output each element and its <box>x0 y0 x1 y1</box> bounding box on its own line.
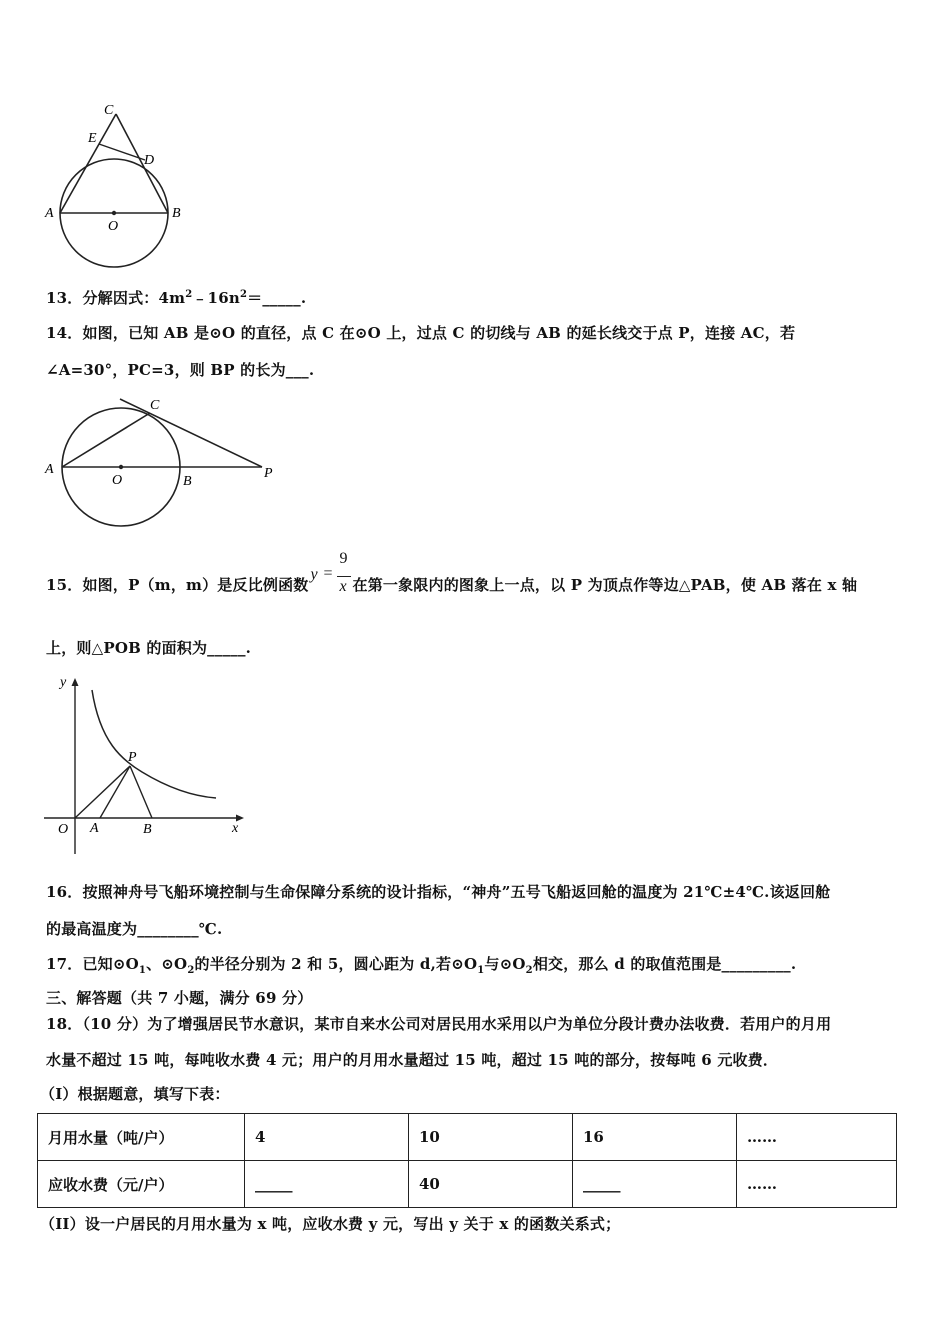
question-16-line1: 16．按照神舟号飞船环境控制与生命保障分系统的设计指标，“神舟”五号飞船返回舱的温度为 21℃±4℃.该返回舱 <box>46 883 831 901</box>
segment-op <box>75 766 130 818</box>
label-y: y <box>60 675 67 690</box>
formula-9-over-x: y = 9 x <box>309 566 353 606</box>
question-14-line1: 14．如图，已知 AB 是⊙O 的直径，点 C 在⊙O 上，过点 C 的切线与 AB 的延长线交于点 P，连接 AC，若 <box>46 324 796 342</box>
table-cell: 40 <box>409 1161 573 1208</box>
label-p: P <box>128 750 137 765</box>
question-18-line1: 18．（10 分）为了增强居民节水意识，某市自来水公司对居民用水采用以户为单位分段计费办法收费．若用户的月用 <box>46 1015 832 1033</box>
center-dot <box>112 211 116 215</box>
fee-table <box>37 1113 897 1208</box>
table-cell: 10 <box>409 1114 573 1161</box>
center-dot <box>119 465 123 469</box>
tangent-cp <box>120 399 262 467</box>
table-row <box>38 1114 897 1161</box>
label-b: B <box>172 206 181 221</box>
side-ac <box>60 114 116 213</box>
label-b: B <box>183 474 192 489</box>
label-a: A <box>45 462 54 477</box>
table-cell: 4 <box>245 1114 409 1161</box>
label-e: E <box>88 131 97 146</box>
y-axis-arrow <box>72 678 79 686</box>
label-x: x <box>232 821 239 836</box>
label-a: A <box>90 821 99 836</box>
segment-ed <box>99 144 145 160</box>
figure-q14 <box>40 392 290 537</box>
table-cell: 月用水量（吨/户） <box>38 1114 245 1161</box>
segment-pb <box>130 766 152 818</box>
question-18-part1: （I）根据题意，填写下表： <box>40 1085 230 1103</box>
question-13: 13．分解因式：$4m^2﹣16n^2=\_\_\_\_\_$. <box>46 289 307 307</box>
question-14-line2: ∠A=30°，PC=3，则 BP 的长为___. <box>46 361 315 379</box>
table-cell: _____ <box>245 1161 409 1208</box>
section-3-heading: 三、解答题（共 7 小题，满分 69 分） <box>46 989 313 1007</box>
figure-q12 <box>40 98 200 278</box>
table-cell: _____ <box>573 1161 737 1208</box>
question-15-line2: 上，则△POB 的面积为_____. <box>46 639 252 657</box>
label-a: A <box>45 206 54 221</box>
hyperbola-curve <box>92 690 216 798</box>
table-cell: …… <box>737 1161 897 1208</box>
table-cell: 16 <box>573 1114 737 1161</box>
label-b: B <box>143 822 152 837</box>
label-o: O <box>112 473 123 488</box>
figure-q15 <box>40 672 255 862</box>
question-17: 17．已知$⊙O_1$、$⊙O_2$的半径分别为 2 和 5，圆心距为 d,若$⊙O_1$与$⊙O_2$相交，那么 d 的取值范围是_________. <box>46 955 797 976</box>
segment-ac <box>62 413 150 467</box>
table-cell: 应收水费（元/户） <box>38 1161 245 1208</box>
label-o: O <box>108 219 119 234</box>
question-16-line2: 的最高温度为________℃. <box>46 920 223 938</box>
table-row <box>38 1161 897 1208</box>
label-c: C <box>104 103 114 118</box>
segment-pa <box>100 766 130 818</box>
label-o: O <box>58 822 69 837</box>
question-18-part2: （II）设一户居民的月用水量为 x 吨，应收水费 y 元，写出 y 关于 x 的函数关系式； <box>40 1215 621 1233</box>
label-c: C <box>150 398 160 413</box>
question-15-line1: 15．如图，P（m，m）是反比例函数 y = 9 x 在第一象限内的图象上一点，以 P 为顶点作等边△PAB，使 AB 落在 x 轴 <box>46 566 857 606</box>
question-18-line2: 水量不超过 15 吨，每吨收水费 4 元；用户的月用水量超过 15 吨，超过 15 吨的部分，按每吨 6 元收费． <box>46 1051 779 1069</box>
label-p: P <box>264 466 273 481</box>
label-d: D <box>144 153 155 168</box>
table-cell: …… <box>737 1114 897 1161</box>
side-bc <box>116 114 168 213</box>
